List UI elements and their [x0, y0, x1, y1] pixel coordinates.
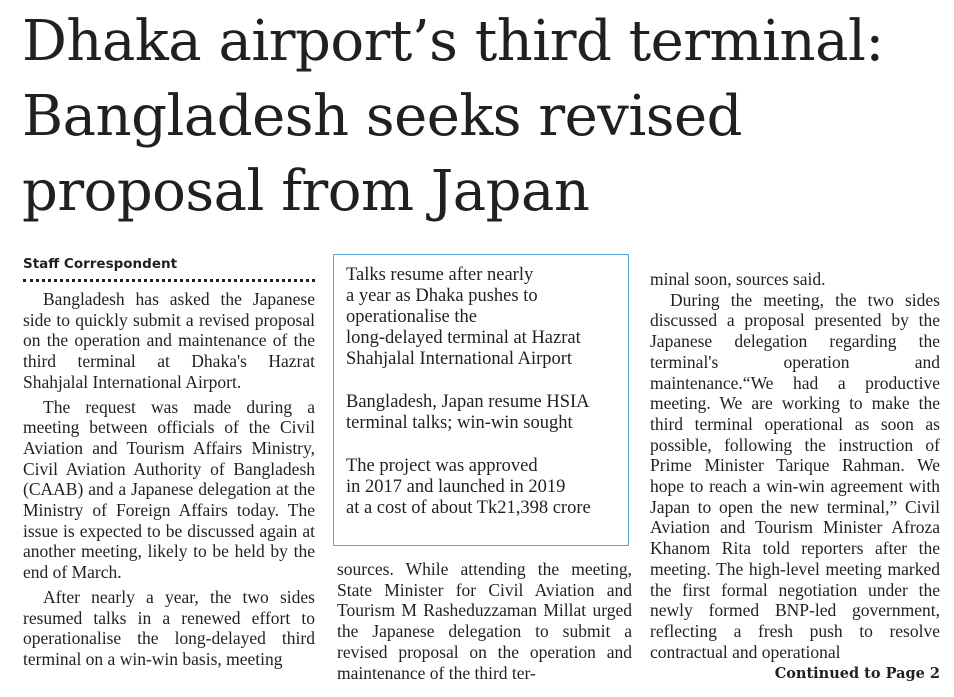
headline-line-1: Dhaka airport’s third terminal: — [22, 9, 884, 74]
paragraph: minal soon, sources said. — [650, 269, 826, 289]
highlight-item: The project was approved in 2017 and launched in 2019 at a cost of about Tk21,398 crore — [346, 456, 591, 518]
paragraph: After nearly a year, the two sides resumed talks in a renewed effort to operationalise the long-delayed third terminal on a win-win basis, meeting — [23, 586, 315, 669]
highlight-item: Bangladesh, Japan resume HSIA terminal talks; win-win sought — [346, 392, 590, 433]
paragraph: sources. While attending the meeting, State Minister for Civil Aviation and Tourism M Rasheduzzaman Millat urged the Japanese delegation to submit a revised proposal on the operation and maintenance of the third ter- — [337, 559, 632, 683]
article-column-3 — [650, 269, 940, 662]
paragraph: The request was made during a meeting between officials of the Civil Aviation and Tourism Affairs Ministry, Civil Aviation Authority of Bangladesh (CAAB) and a Japanese delegation at the Ministry of Foreign Affairs today. The issue is expected to be discussed again at another meeting, likely to be held by the end of March. — [23, 396, 315, 583]
headline-line-2: Bangladesh seeks revised — [22, 84, 743, 149]
byline: Staff Correspondent — [23, 255, 315, 282]
paragraph: Bangladesh has asked the Japanese side to quickly submit a revised proposal on the operation and maintenance of the third terminal at Dhaka's Hazrat Shahjalal International Airport. — [23, 289, 315, 392]
continued-link[interactable]: Continued to Page 2 — [774, 665, 940, 682]
paragraph: During the meeting, the two sides discussed a proposal presented by the Japanese delegation regarding the terminal's operation and maintenance.“We had a productive meeting. We are working to make the third terminal operational as soon as possible, following the instruction of Prime Minister Tarique Rahman. We hope to reach a win-win agreement with Japan to open the new terminal,” Civil Aviation and Tourism Minister Afroza Khanom Rita told reporters after the meeting. The high-level meeting marked the first formal negotiation under the newly formed BNP-led government, reflecting a fresh push to resolve contractual and operational — [650, 289, 940, 662]
article-column-1 — [23, 289, 315, 670]
headline — [22, 4, 942, 229]
highlights-box — [333, 254, 629, 546]
headline-line-3: proposal from Japan — [22, 159, 590, 224]
highlight-item: Talks resume after nearly a year as Dhaka pushes to operationalise the long-delayed terminal at Hazrat Shahjalal International Airport — [346, 265, 581, 369]
article-column-2 — [337, 559, 632, 683]
